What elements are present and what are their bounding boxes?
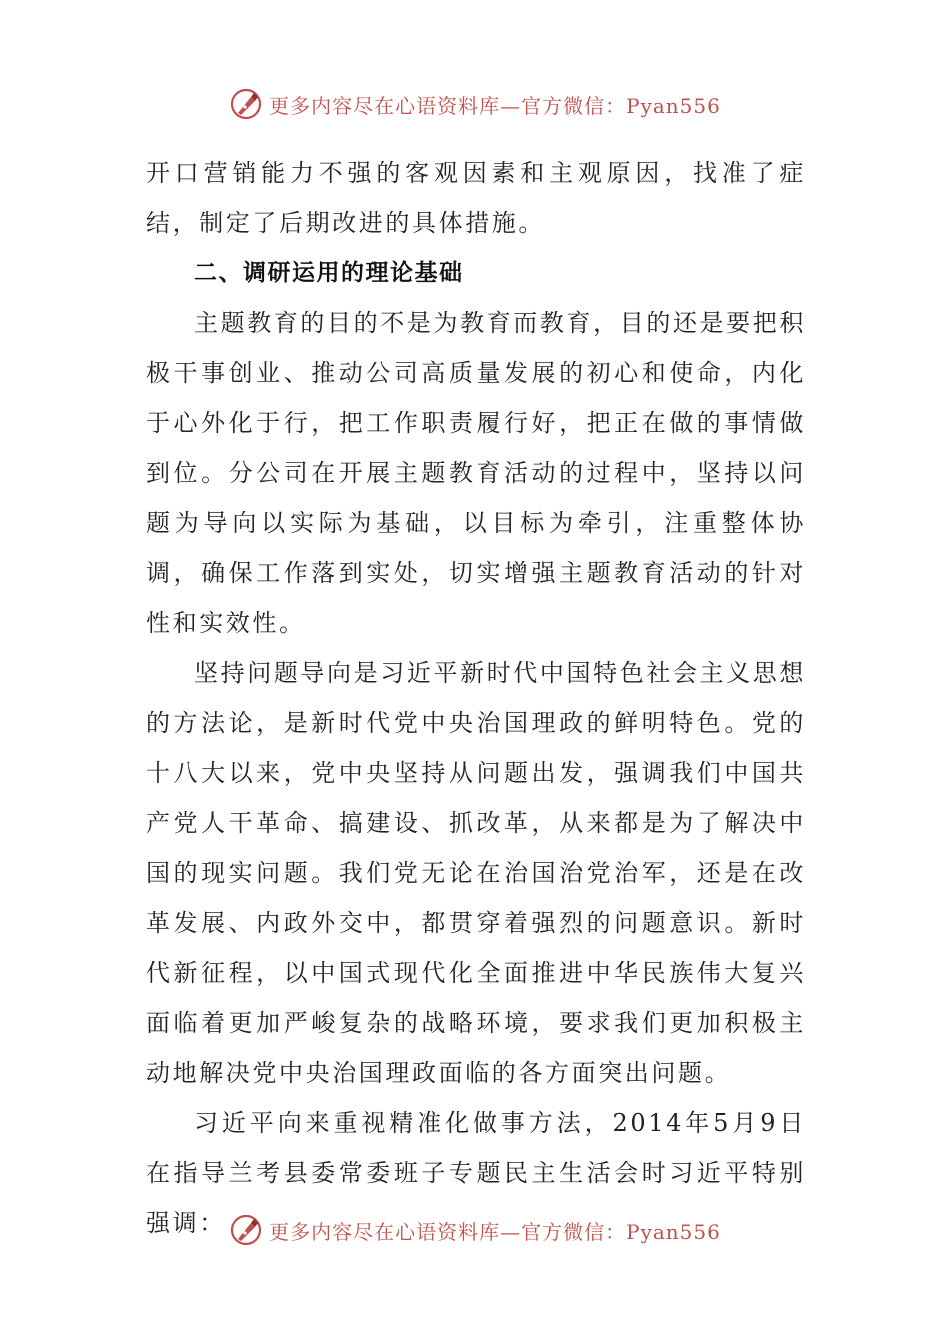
pen-nib-logo-icon xyxy=(229,87,263,121)
section-heading: 二、调研运用的理论基础 xyxy=(194,260,464,286)
footer-banner xyxy=(0,1210,950,1250)
paragraph-2: 主题教育的目的不是为教育而教育，目的还是要把积极干事创业、推动公司高质量发展的初心和使命，内化于心外化于行，把工作职责履行好，把正在做的事情做到位。分公司在开展主题教育活动的过程中，坚持以问题为导向以实际为基础，以目标为牵引，注重整体协调，确保工作落到实处，切实增强主题教育活动的针对性和实效性。 xyxy=(146,309,806,637)
paragraph-1: 开口营销能力不强的客观因素和主观原因，找准了症结，制定了后期改进的具体措施。 xyxy=(146,159,806,237)
document-body xyxy=(146,148,806,1248)
pen-nib-logo-icon xyxy=(229,1213,263,1247)
footer-banner-text: 更多内容尽在心语资料库—官方微信：Pyan556 xyxy=(269,1219,721,1244)
paragraph-3: 坚持问题导向是习近平新时代中国特色社会主义思想的方法论，是新时代党中央治国理政的鲜明特色。党的十八大以来，党中央坚持从问题出发，强调我们中国共产党人干革命、搞建设、抓改革，从来都是为了解决中国的现实问题。我们党无论在治国治党治军，还是在改革发展、内政外交中，都贯穿着强烈的问题意识。新时代新征程，以中国式现代化全面推进中华民族伟大复兴面临着更加严峻复杂的战略环境，要求我们更加积极主动地解决党中央治国理政面临的各方面突出问题。 xyxy=(146,659,806,1087)
paragraph-4: 习近平向来重视精准化做事方法，2014年5月9日在指导兰考县委常委班子专题民主生活会时习近平特别强调： xyxy=(146,1109,806,1237)
header-banner xyxy=(0,84,950,124)
header-banner-text: 更多内容尽在心语资料库—官方微信：Pyan556 xyxy=(269,93,721,118)
